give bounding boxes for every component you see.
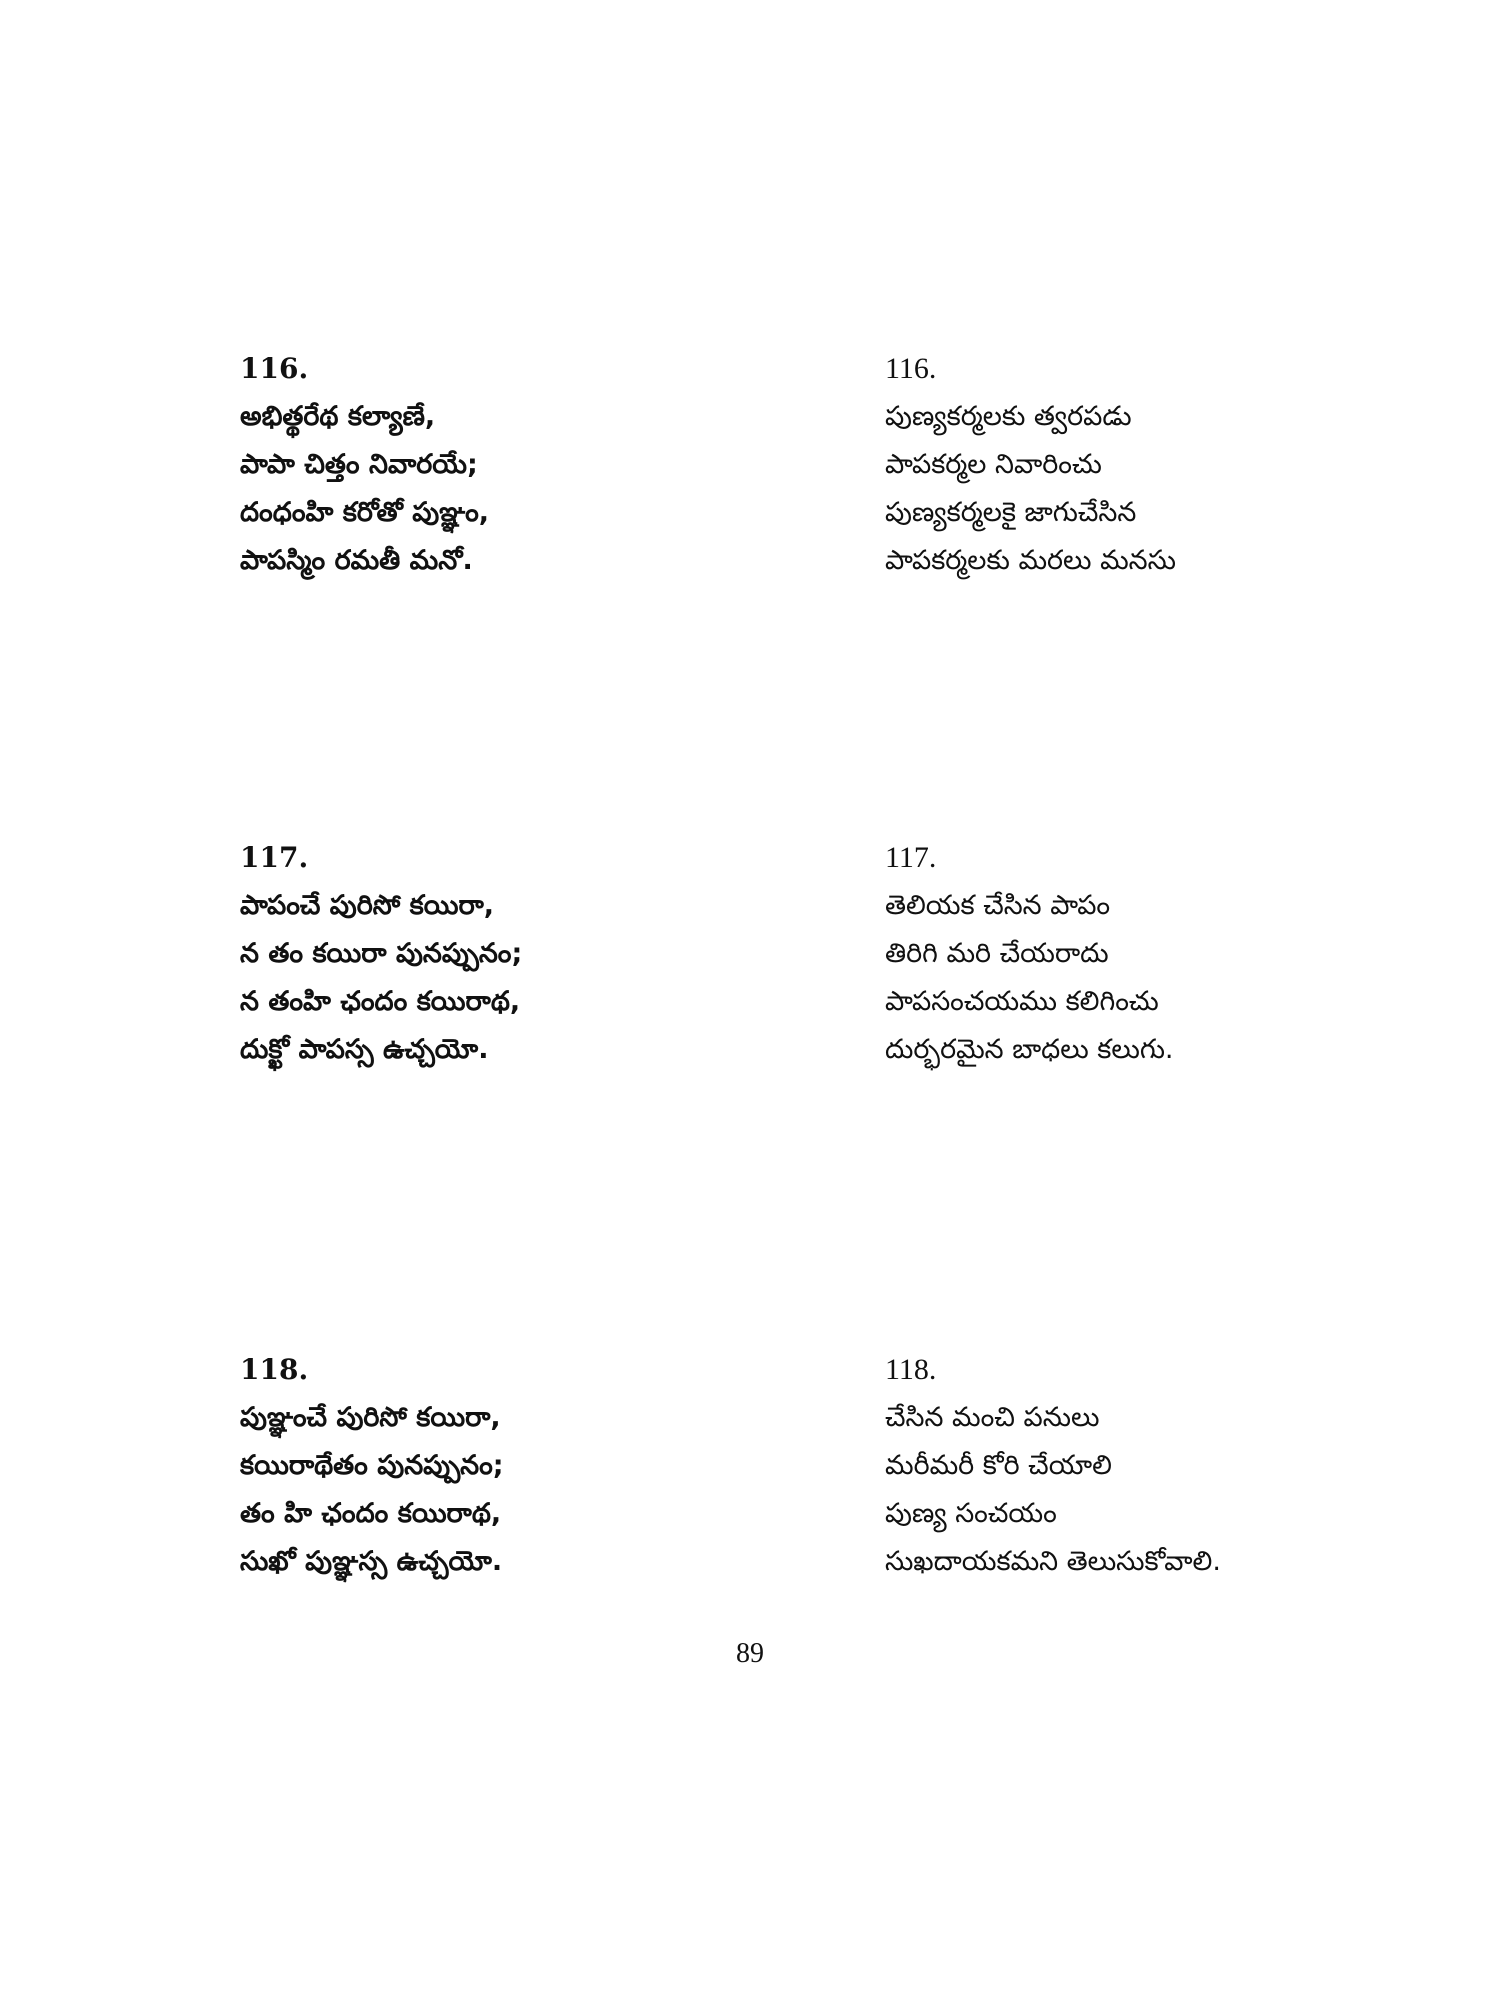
translation-line: పాపకర్మలకు మరలు మనసు (885, 545, 1176, 576)
verse-number: 118. (885, 1353, 937, 1386)
translation-line: దుర్భరమైన బాధలు కలుగు. (885, 1034, 1174, 1065)
pali-line: పాపస్మిం రమతీ మనో. (240, 545, 473, 576)
pali-line: అభిత్థరేథ కల్యాణే, (240, 401, 436, 432)
verse-117 (0, 834, 1500, 1094)
verse-number: 117. (885, 841, 937, 874)
pali-verse (240, 1346, 800, 1586)
verse-number: 116. (240, 352, 309, 385)
translation-line: మరీమరీ కోరి చేయాలి (885, 1450, 1112, 1481)
page-number: 89 (736, 1638, 764, 1669)
telugu-translation (885, 834, 1445, 1074)
pali-line: న తంహి ఛందం కయిరాథ, (240, 986, 521, 1017)
translation-line: పాపకర్మల నివారించు (885, 449, 1102, 480)
verse-number: 118. (240, 1353, 309, 1386)
pali-verse (240, 345, 800, 585)
verse-number: 117. (240, 841, 309, 874)
translation-line: సుఖదాయకమని తెలుసుకోవాలి. (885, 1546, 1221, 1577)
pali-line: దుక్ఖో పాపస్స ఉచ్చయో. (240, 1034, 489, 1065)
translation-line: పుణ్యకర్మలకై జాగుచేసిన (885, 497, 1137, 528)
telugu-translation (885, 1346, 1445, 1586)
telugu-translation (885, 345, 1445, 585)
pali-line: న తం కయిరా పునప్పునం; (240, 938, 523, 969)
pali-line: తం హి ఛందం కయిరాథ, (240, 1498, 502, 1529)
translation-line: పాపసంచయము కలిగించు (885, 986, 1159, 1017)
pali-line: పుఞ్ఞంచే పురిసో కయిరా, (240, 1402, 501, 1433)
verse-number: 116. (885, 352, 937, 385)
pali-line: కయిరాథేతం పునప్పునం; (240, 1450, 504, 1481)
verse-118 (0, 1346, 1500, 1606)
translation-line: తిరిగి మరి చేయరాదు (885, 938, 1109, 969)
pali-line: సుఖో పుఞ్ఞస్స ఉచ్చయో. (240, 1546, 503, 1577)
pali-line: పాపా చిత్తం నివారయే; (240, 449, 478, 480)
pali-line: దంధంహి కరోతో పుఞ్ఞం, (240, 497, 490, 528)
verse-116 (0, 345, 1500, 605)
translation-line: చేసిన మంచి పనులు (885, 1402, 1100, 1433)
translation-line: పుణ్యకర్మలకు త్వరపడు (885, 401, 1132, 432)
translation-line: తెలియక చేసిన పాపం (885, 890, 1111, 921)
pali-line: పాపంచే పురిసో కయిరా, (240, 890, 495, 921)
pali-verse (240, 834, 800, 1074)
translation-line: పుణ్య సంచయం (885, 1498, 1057, 1529)
